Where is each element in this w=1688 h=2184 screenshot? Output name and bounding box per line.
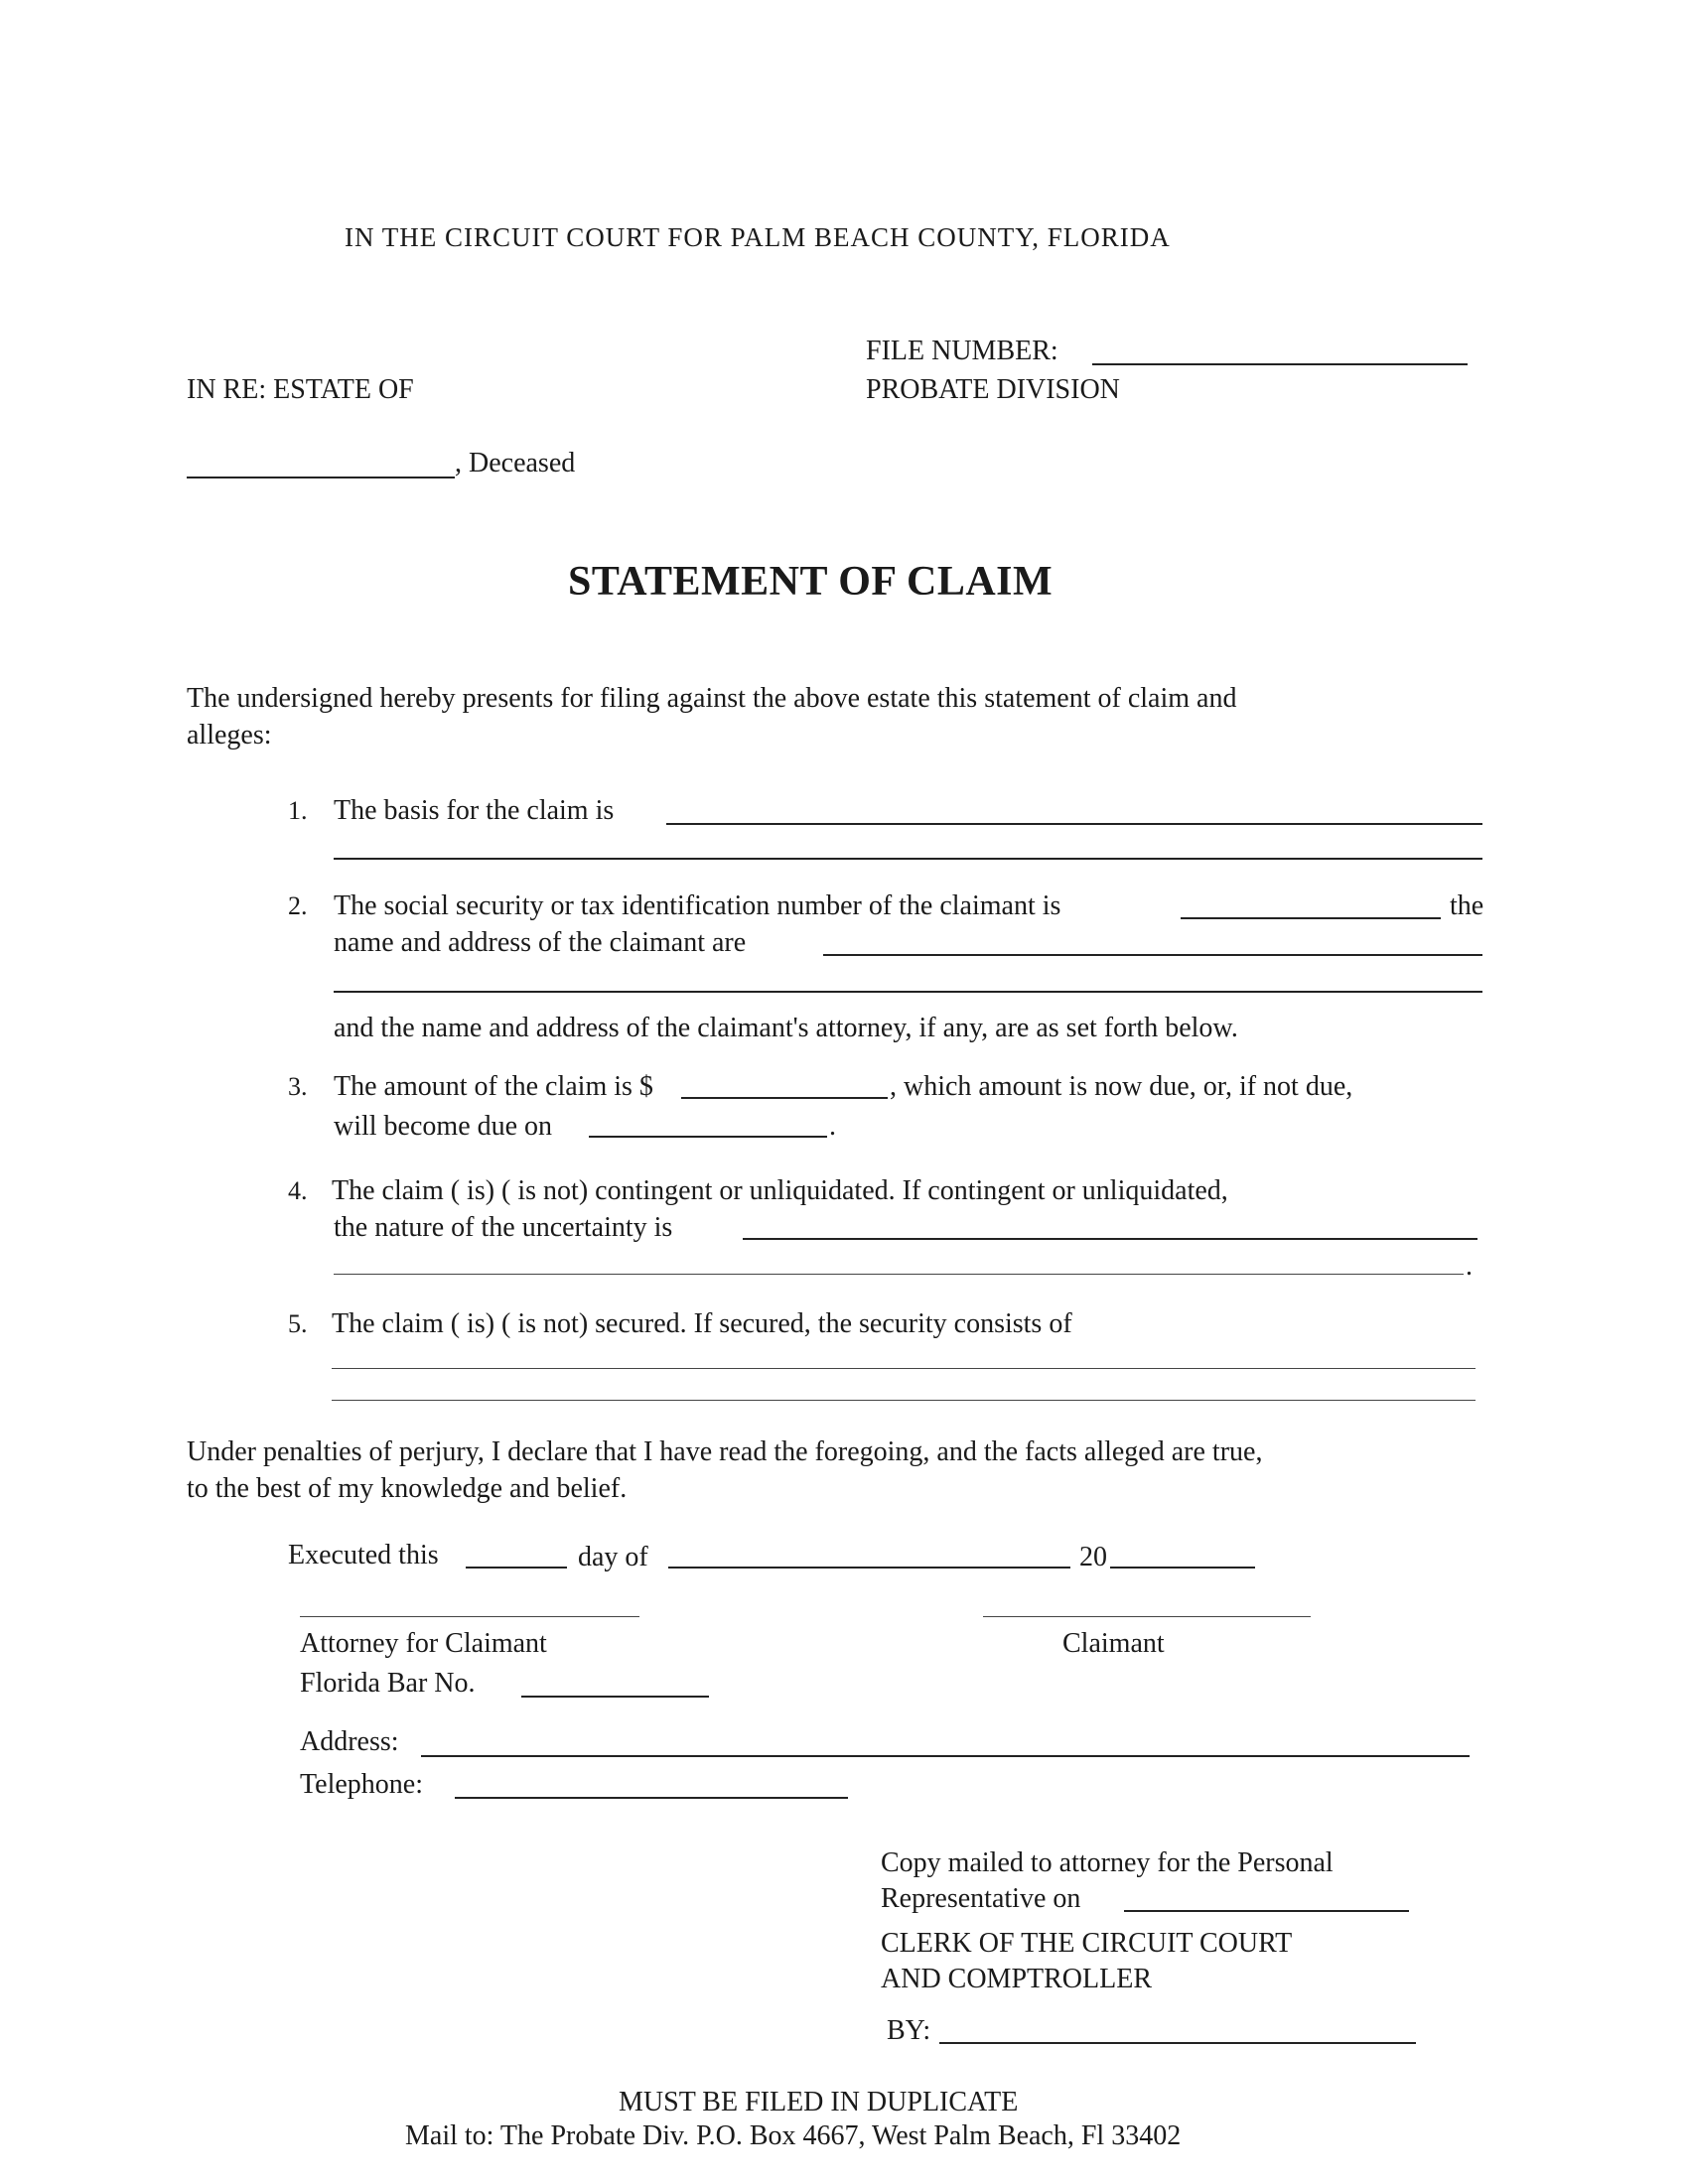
intro-line-1: The undersigned hereby presents for filing against the above estate this statement of claim and: [187, 683, 1237, 714]
execution-day-field[interactable]: [466, 1567, 567, 1569]
item-3-period: .: [829, 1111, 836, 1142]
uncertainty-field[interactable]: [743, 1238, 1477, 1240]
item-4-period: .: [1466, 1251, 1473, 1282]
copy-mailed-line-2: Representative on: [881, 1883, 1081, 1914]
tax-id-field[interactable]: [1181, 917, 1441, 919]
mail-to-address: Mail to: The Probate Div. P.O. Box 4667, West Palm Beach, Fl 33402: [405, 2120, 1182, 2151]
uncertainty-field-2[interactable]: [334, 1274, 1464, 1275]
filed-in-duplicate: MUST BE FILED IN DUPLICATE: [619, 2087, 1019, 2117]
intro-line-2: alleges:: [187, 720, 272, 751]
execution-month-field[interactable]: [668, 1567, 1070, 1569]
item-2-text-3: and the name and address of the claimant's attorney, if any, are as set forth below.: [334, 1013, 1238, 1043]
address-label: Address:: [300, 1726, 399, 1757]
item-4-text-2: the nature of the uncertainty is: [334, 1212, 673, 1243]
probate-division: PROBATE DIVISION: [866, 374, 1120, 405]
copy-mailed-line-1: Copy mailed to attorney for the Personal: [881, 1847, 1334, 1878]
perjury-line-1: Under penalties of perjury, I declare that I have read the foregoing, and the facts alleged are true,: [187, 1436, 1263, 1467]
item-2-text-1: The social security or tax identification number of the claimant is: [334, 890, 1061, 921]
telephone-label: Telephone:: [300, 1769, 423, 1800]
execution-year-field[interactable]: [1110, 1567, 1255, 1569]
by-label: BY:: [887, 2015, 931, 2046]
item-2-number: 2.: [288, 891, 308, 920]
attorney-for-claimant-label: Attorney for Claimant: [300, 1628, 547, 1659]
executed-this-label: Executed this: [288, 1540, 439, 1570]
item-2-the: the: [1450, 890, 1484, 921]
item-1-text: The basis for the claim is: [334, 795, 615, 826]
decedent-name-field[interactable]: [187, 477, 455, 478]
claimant-signature-line[interactable]: [983, 1616, 1311, 1617]
copy-mailed-date-field[interactable]: [1124, 1910, 1409, 1912]
bar-number-field[interactable]: [521, 1696, 709, 1698]
item-3-text-1b: , which amount is now due, or, if not due,: [890, 1071, 1353, 1102]
court-heading: IN THE CIRCUIT COURT FOR PALM BEACH COUNTY, FLORIDA: [345, 222, 1171, 252]
telephone-field[interactable]: [455, 1797, 848, 1799]
year-prefix: 20: [1079, 1542, 1107, 1572]
claim-basis-field[interactable]: [666, 823, 1482, 825]
address-field[interactable]: [421, 1755, 1470, 1757]
claimant-name-address-field-2[interactable]: [334, 991, 1482, 993]
perjury-line-2: to the best of my knowledge and belief.: [187, 1473, 628, 1504]
security-field[interactable]: [332, 1368, 1476, 1369]
item-5-number: 5.: [288, 1309, 308, 1338]
item-5-text-1: The claim ( is) ( is not) secured. If secured, the security consists of: [332, 1308, 1072, 1339]
in-re-estate-of: IN RE: ESTATE OF: [187, 374, 414, 405]
item-4-text-1: The claim ( is) ( is not) contingent or unliquidated. If contingent or unliquidated,: [332, 1175, 1228, 1206]
day-of-label: day of: [578, 1542, 648, 1572]
due-date-field[interactable]: [589, 1136, 827, 1138]
claimant-name-address-field[interactable]: [823, 954, 1482, 956]
clerk-line-2: AND COMPTROLLER: [881, 1964, 1153, 1994]
clerk-signature-field[interactable]: [939, 2042, 1416, 2044]
item-3-text-1a: The amount of the claim is $: [334, 1071, 653, 1102]
item-2-text-2: name and address of the claimant are: [334, 927, 747, 958]
item-4-number: 4.: [288, 1176, 308, 1205]
file-number-field[interactable]: [1092, 363, 1468, 365]
file-number-label: FILE NUMBER:: [866, 336, 1058, 366]
security-field-2[interactable]: [332, 1400, 1476, 1401]
claimant-label: Claimant: [1062, 1628, 1165, 1659]
item-3-number: 3.: [288, 1072, 308, 1101]
florida-bar-no-label: Florida Bar No.: [300, 1668, 476, 1699]
attorney-signature-line[interactable]: [300, 1616, 639, 1617]
item-1-number: 1.: [288, 796, 308, 825]
document-title: STATEMENT OF CLAIM: [568, 559, 1054, 605]
item-3-text-2: will become due on: [334, 1111, 553, 1142]
claim-amount-field[interactable]: [681, 1097, 888, 1099]
deceased-label: , Deceased: [455, 448, 576, 478]
clerk-line-1: CLERK OF THE CIRCUIT COURT: [881, 1928, 1293, 1959]
claim-basis-field-2[interactable]: [334, 858, 1482, 860]
